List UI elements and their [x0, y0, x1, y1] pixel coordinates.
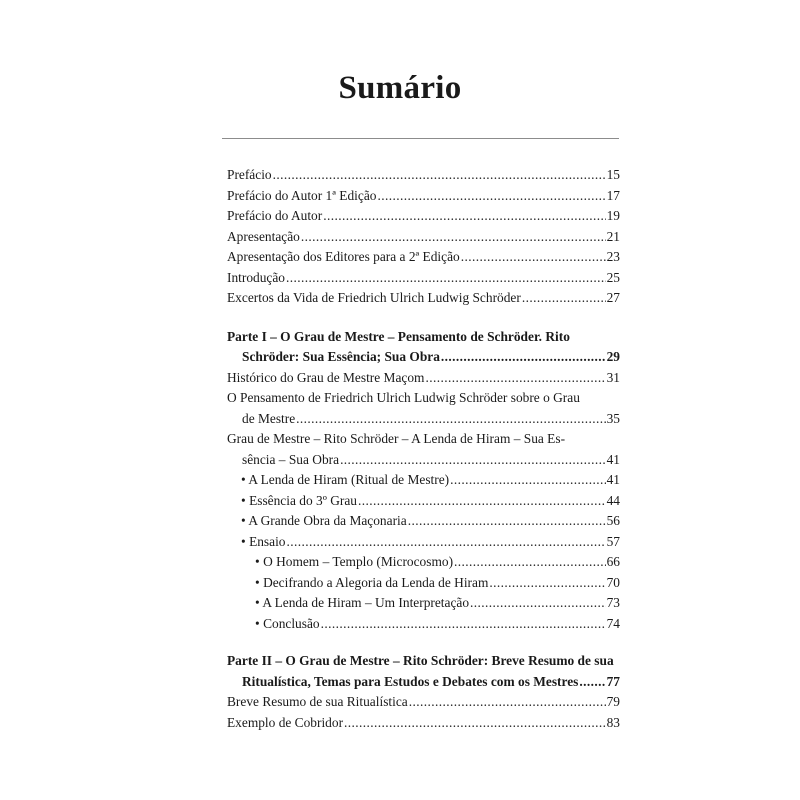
toc-page-number: 70 [606, 574, 620, 590]
toc-page-number: 35 [606, 410, 620, 426]
toc-entry[interactable] [227, 429, 620, 470]
toc-entry-title: • Decifrando a Alegoria da Lenda de Hiram [255, 574, 489, 590]
toc-entry[interactable] [227, 268, 620, 289]
toc-page-number: 19 [606, 208, 620, 223]
toc-part-heading[interactable] [227, 327, 620, 368]
table-of-contents [227, 165, 620, 733]
toc-page-number: 44 [606, 492, 620, 508]
toc-entry-title: Grau de Mestre – Rito Schröder – A Lenda de Hiram – Sua Es- [227, 431, 566, 446]
toc-leader [579, 672, 605, 693]
toc-page-number: 41 [606, 451, 620, 467]
toc-leader [358, 491, 606, 512]
bullet-icon: • [241, 533, 246, 549]
toc-page-number: 56 [606, 513, 620, 528]
toc-entry[interactable] [227, 186, 620, 207]
toc-entry[interactable] [227, 206, 620, 227]
bullet-icon: • [255, 595, 260, 610]
toc-leader [286, 268, 606, 289]
toc-entry[interactable] [227, 713, 620, 734]
toc-entry-title: O Pensamento de Friedrich Ulrich Ludwig Schröder sobre o Grau [227, 390, 580, 405]
toc-page-number: 83 [606, 714, 620, 730]
toc-leader [409, 692, 606, 713]
toc-entry-title: Parte I – O Grau de Mestre – Pensamento de Schröder. Rito [227, 328, 570, 344]
toc-leader [441, 347, 606, 368]
toc-entry-line [227, 429, 620, 450]
toc-entry[interactable] [227, 247, 620, 268]
toc-leader [454, 552, 606, 573]
toc-entry[interactable] [227, 288, 620, 309]
toc-leader [321, 614, 606, 635]
toc-leader [340, 450, 606, 471]
toc-leader [296, 409, 605, 430]
toc-entry-title: • Essência do 3º Grau [241, 492, 357, 508]
toc-page-number: 57 [606, 533, 620, 549]
toc-page-number: 25 [606, 269, 620, 285]
toc-entry-line [227, 388, 620, 409]
toc-entry-title: Parte II – O Grau de Mestre – Rito Schröder: Breve Resumo de sua [227, 653, 614, 668]
toc-subsubentry[interactable] [227, 573, 620, 594]
page-title: Sumário [338, 70, 462, 106]
toc-leader [377, 186, 605, 207]
toc-leader [323, 206, 605, 227]
toc-entry-line [227, 347, 620, 368]
toc-entry-title: • A Grande Obra da Maçonaria [241, 513, 407, 528]
bullet-icon: • [255, 554, 260, 569]
toc-entry-title: • Conclusão [255, 615, 320, 631]
toc-page-number: 17 [606, 187, 620, 203]
toc-page-number: 29 [606, 349, 620, 364]
bullet-icon: • [255, 574, 260, 590]
bullet-icon: • [241, 492, 246, 508]
toc-subentry[interactable] [227, 532, 620, 553]
toc-entry[interactable] [227, 165, 620, 186]
section-spacer [227, 309, 620, 327]
toc-leader [450, 470, 606, 491]
toc-entry[interactable] [227, 227, 620, 248]
toc-entry-title: • A Lenda de Hiram – Um Interpretação [255, 595, 470, 610]
toc-leader [408, 511, 606, 532]
toc-entry-title: Apresentação dos Editores para a 2ª Edição [227, 249, 460, 264]
section-spacer [227, 634, 620, 651]
toc-entry-line [227, 327, 620, 348]
toc-entry-title: Excertos da Vida de Friedrich Ulrich Ludwig Schröder [227, 290, 521, 305]
toc-entry-title: Prefácio [227, 167, 272, 182]
toc-leader [522, 288, 606, 309]
toc-leader [344, 713, 606, 734]
toc-entry-line [227, 450, 620, 471]
toc-subsubentry[interactable] [227, 552, 620, 573]
toc-entry[interactable] [227, 388, 620, 429]
toc-entry-line [227, 672, 620, 693]
toc-page-number: 31 [606, 369, 620, 385]
toc-page-number: 74 [606, 615, 620, 631]
toc-entry-title: Exemplo de Cobridor [227, 714, 344, 730]
toc-subsubentry[interactable] [227, 614, 620, 635]
toc-leader [470, 593, 606, 614]
toc-page-number: 73 [606, 595, 620, 610]
bullet-icon: • [241, 472, 246, 487]
toc-entry-title: Introdução [227, 269, 286, 285]
toc-subentry[interactable] [227, 470, 620, 491]
toc-subsubentry[interactable] [227, 593, 620, 614]
toc-entry[interactable] [227, 692, 620, 713]
toc-leader [301, 227, 606, 248]
toc-entry-line [227, 409, 620, 430]
toc-page-number: 77 [606, 673, 620, 689]
toc-entry-title: Ritualística, Temas para Estudos e Debates com os Mestres [242, 673, 579, 689]
toc-entry-title: Breve Resumo de sua Ritualística [227, 694, 408, 709]
toc-leader [273, 165, 606, 186]
toc-entry-line [227, 651, 620, 672]
toc-leader [489, 573, 605, 594]
toc-page-number: 23 [606, 249, 620, 264]
toc-page-number: 41 [606, 472, 620, 487]
toc-entry-title: Apresentação [227, 228, 300, 244]
toc-entry-title: Prefácio do Autor [227, 208, 323, 223]
toc-entry[interactable] [227, 368, 620, 389]
title-divider [222, 138, 619, 139]
toc-page-number: 27 [606, 290, 620, 305]
toc-page-number: 15 [606, 167, 620, 182]
toc-entry-title: Prefácio do Autor 1ª Edição [227, 187, 377, 203]
toc-page-number: 21 [606, 228, 620, 244]
toc-leader [425, 368, 605, 389]
toc-entry-title: de Mestre [242, 410, 296, 426]
toc-page-number: 66 [606, 554, 620, 569]
toc-entry-title: Histórico do Grau de Mestre Maçom [227, 369, 425, 385]
toc-page-number: 79 [606, 694, 620, 709]
toc-entry-title: • Ensaio [241, 533, 286, 549]
toc-entry-title: • O Homem – Templo (Microcosmo) [255, 554, 454, 569]
toc-leader [461, 247, 606, 268]
toc-entry-title: • A Lenda de Hiram (Ritual de Mestre) [241, 472, 450, 487]
toc-entry-title: Schröder: Sua Essência; Sua Obra [242, 349, 440, 364]
toc-part-heading[interactable] [227, 651, 620, 692]
toc-subentry[interactable] [227, 491, 620, 512]
bullet-icon: • [241, 513, 246, 528]
toc-subentry[interactable] [227, 511, 620, 532]
toc-entry-title: sência – Sua Obra [242, 451, 340, 467]
bullet-icon: • [255, 615, 260, 631]
toc-leader [287, 532, 606, 553]
